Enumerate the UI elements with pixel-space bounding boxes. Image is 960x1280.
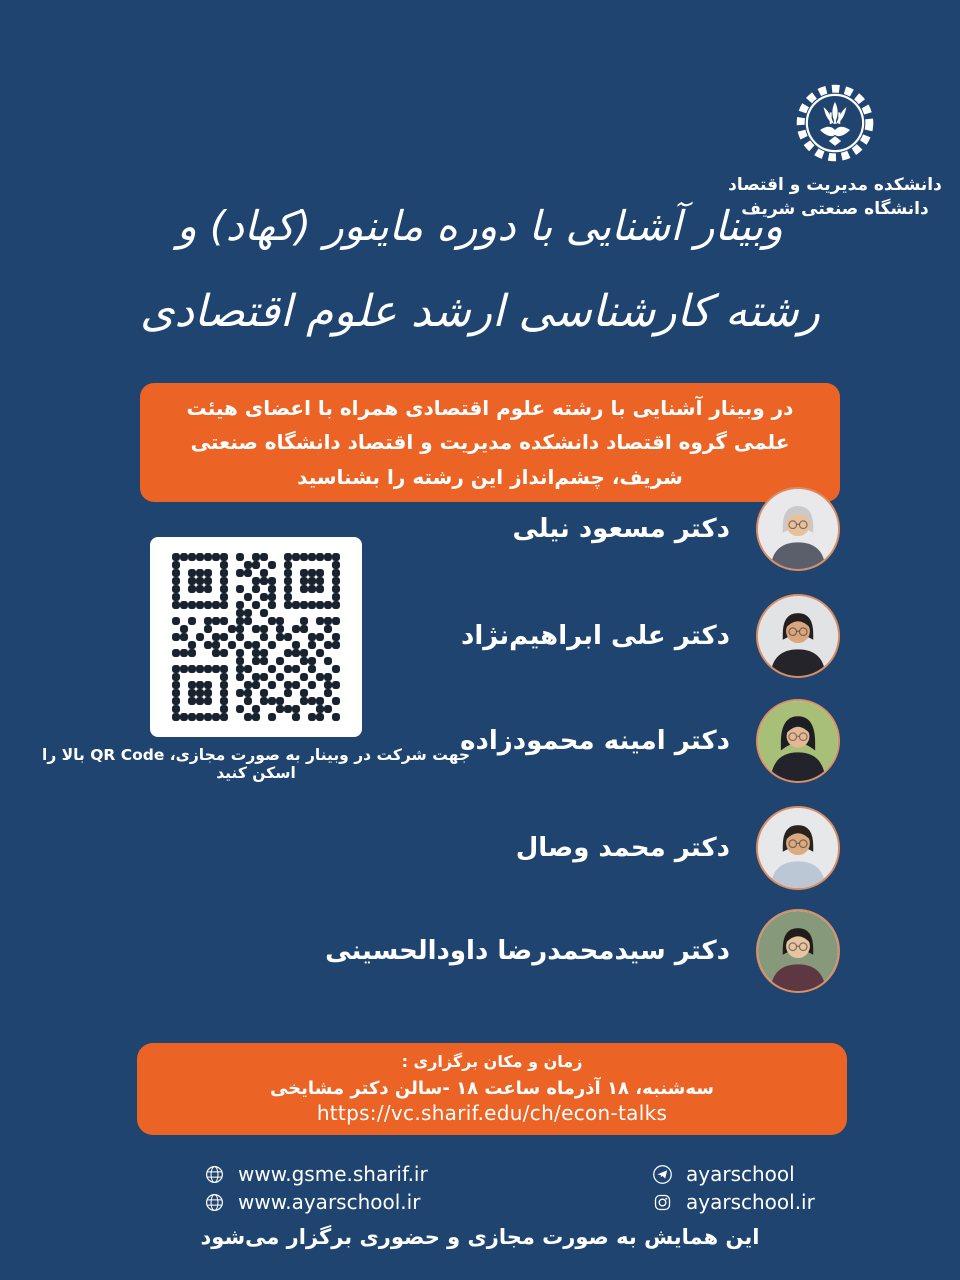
speaker-photo xyxy=(756,594,840,678)
faculty-name: دانشکده مدیریت و اقتصاد xyxy=(728,175,942,195)
event-link[interactable]: https://vc.sharif.edu/ch/econ-talks xyxy=(316,1101,668,1125)
speaker-photo xyxy=(756,909,840,993)
social-handle[interactable]: ayarschool xyxy=(686,1162,795,1186)
qr-caption: جهت شرکت در وبینار به صورت مجازی، QR Code بالا را اسکن کنید xyxy=(42,746,470,782)
footer-websites xyxy=(204,1160,428,1216)
speaker-name: دکتر محمد وصال xyxy=(515,833,730,863)
qr-code xyxy=(172,553,340,721)
event-heading: زمان و مکان برگزاری : xyxy=(401,1052,583,1071)
university-name: دانشگاه صنعتی شریف xyxy=(741,199,929,219)
speaker-name: دکتر مسعود نیلی xyxy=(512,514,730,544)
speaker-row-3 xyxy=(460,699,840,783)
qr-code-box xyxy=(150,537,362,737)
speaker-row-5 xyxy=(325,909,840,993)
speaker-photo xyxy=(756,806,840,890)
speaker-name: دکتر علی ابراهیم‌نژاد xyxy=(460,621,730,651)
social-row-telegram xyxy=(652,1160,815,1188)
website-row-1 xyxy=(204,1160,428,1188)
speaker-photo xyxy=(756,699,840,783)
website-url[interactable]: www.ayarschool.ir xyxy=(238,1190,421,1214)
title-line-2: رشته کارشناسی ارشد علوم اقتصادی xyxy=(140,286,820,337)
website-url[interactable]: www.gsme.sharif.ir xyxy=(238,1162,428,1186)
speaker-photo xyxy=(756,487,840,571)
title-line-1: وبینار آشنایی با دوره ماینور (کهاد) و xyxy=(176,202,784,250)
social-row-instagram xyxy=(652,1188,815,1216)
globe-icon xyxy=(204,1164,225,1185)
speaker-row-4 xyxy=(516,806,840,890)
sharif-university-logo-icon xyxy=(791,79,879,167)
event-datetime: سه‌شنبه، ۱۸ آذرماه ساعت ۱۸ -سالن دکتر مشایخی xyxy=(269,1078,715,1099)
footer-note: این همایش به صورت مجازی و حضوری برگزار می‌شود xyxy=(200,1225,760,1249)
speaker-row-2 xyxy=(461,594,840,678)
telegram-icon xyxy=(652,1164,673,1185)
intro-banner-text: در وبینار آشنایی با رشته علوم اقتصادی همراه با اعضای هیئت علمی گروه اقتصاد دانشکده مدیریت و اقتصاد دانشگاه صنعتی شریف، چشم‌انداز این رشته را بشناسید xyxy=(186,396,794,489)
speaker-name: دکتر امینه محمودزاده xyxy=(460,726,730,756)
globe-icon xyxy=(204,1192,225,1213)
footer-socials xyxy=(652,1160,815,1216)
poster-title xyxy=(30,186,930,358)
instagram-icon xyxy=(652,1192,673,1213)
intro-banner xyxy=(140,383,840,502)
website-row-2 xyxy=(204,1188,428,1216)
speaker-row-1 xyxy=(512,487,840,571)
social-handle[interactable]: ayarschool.ir xyxy=(686,1190,815,1214)
event-banner xyxy=(137,1043,847,1135)
speaker-name: دکتر سیدمحمدرضا داودالحسینی xyxy=(325,936,730,966)
